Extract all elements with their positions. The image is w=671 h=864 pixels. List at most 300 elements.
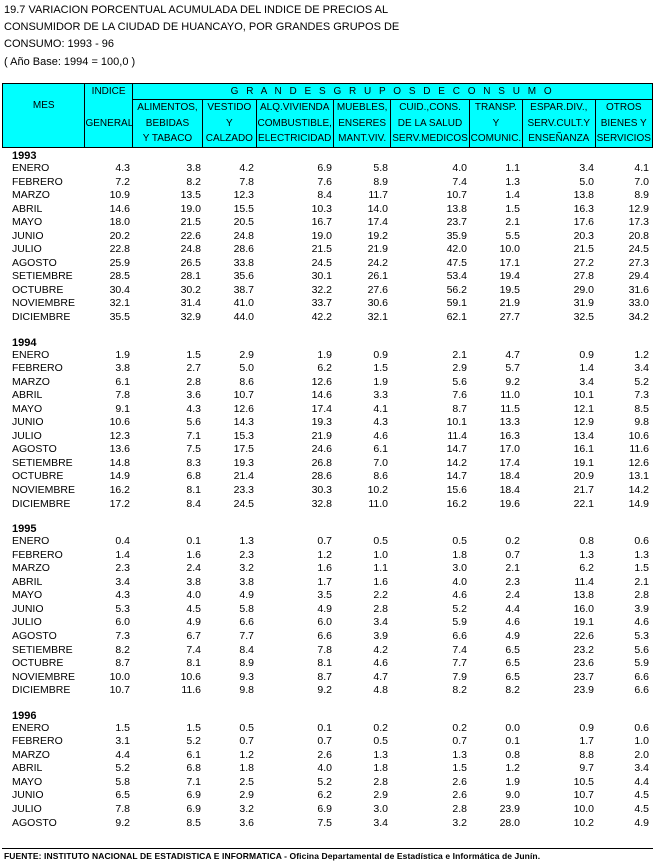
header-col-muebles — [333, 100, 390, 148]
value-cell: 3.9 — [373, 629, 388, 642]
year-spacer — [2, 698, 653, 710]
value-cell: 1.3 — [239, 535, 254, 548]
month-cell: ABRIL — [12, 202, 43, 215]
value-cell: 8.9 — [634, 189, 649, 202]
title-line-3: CONSUMO: 1993 - 96 — [4, 38, 115, 51]
value-cell: 1.3 — [579, 548, 594, 561]
value-cell: 13.8 — [573, 589, 594, 602]
header-col-salud-l3: SERV.MEDICOS — [392, 133, 468, 144]
value-cell: 1.1 — [373, 562, 388, 575]
header-col-muebles-l3: MANT.VIV. — [338, 133, 387, 144]
value-cell: 1.5 — [186, 721, 201, 734]
value-cell: 21.7 — [573, 484, 594, 497]
value-cell: 11.0 — [368, 497, 388, 510]
value-cell: 21.9 — [499, 297, 520, 310]
header-col-vestido-l1: VESTIDO — [207, 102, 252, 113]
value-cell: 27.3 — [628, 256, 649, 269]
value-cell: 28.6 — [233, 243, 254, 256]
footer-divider — [2, 848, 653, 849]
value-cell: 4.0 — [186, 589, 201, 602]
month-cell: ABRIL — [12, 389, 43, 402]
value-cell: 24.5 — [233, 497, 254, 510]
value-cell: 8.1 — [186, 484, 201, 497]
value-cell: 10.7 — [233, 389, 254, 402]
value-cell: 4.9 — [505, 629, 520, 642]
value-cell: 8.2 — [452, 684, 467, 697]
table-row — [2, 176, 653, 190]
value-cell: 8.9 — [239, 657, 254, 670]
value-cell: 4.2 — [239, 162, 254, 174]
value-cell: 8.1 — [317, 657, 332, 670]
table-row — [2, 776, 653, 790]
month-cell: ENERO — [12, 348, 50, 361]
header-col-alquiler — [256, 100, 333, 148]
value-cell: 12.9 — [628, 202, 649, 215]
value-cell: 3.4 — [634, 362, 649, 375]
table-row — [2, 657, 653, 671]
value-cell: 3.9 — [634, 602, 649, 615]
value-cell: 30.1 — [311, 270, 332, 283]
value-cell: 6.0 — [115, 616, 130, 629]
value-cell: 0.7 — [239, 735, 254, 748]
table-row — [2, 535, 653, 549]
value-cell: 26.8 — [311, 456, 332, 469]
value-cell: 17.0 — [499, 443, 520, 456]
value-cell: 6.5 — [115, 789, 130, 802]
table-row — [2, 749, 653, 763]
value-cell: 27.8 — [573, 270, 594, 283]
value-cell: 16.3 — [573, 202, 594, 215]
header-col-esparcimiento-l2: SERV.CULT.Y — [527, 117, 591, 129]
table-header — [2, 83, 653, 148]
month-cell: MAYO — [12, 402, 43, 415]
value-cell: 12.9 — [573, 416, 594, 429]
value-cell: 5.3 — [634, 629, 649, 642]
value-cell: 5.2 — [317, 775, 332, 788]
value-cell: 4.6 — [373, 657, 388, 670]
table-row — [2, 230, 653, 244]
value-cell: 11.0 — [500, 389, 520, 402]
value-cell: 16.2 — [446, 497, 467, 510]
value-cell: 9.8 — [634, 416, 649, 429]
value-cell: 24.8 — [180, 243, 201, 256]
value-cell: 14.2 — [628, 484, 649, 497]
value-cell: 41.0 — [233, 297, 254, 310]
value-cell: 0.9 — [579, 348, 594, 361]
value-cell: 62.1 — [446, 311, 467, 324]
value-cell: 8.2 — [115, 643, 130, 656]
value-cell: 25.9 — [109, 256, 130, 269]
value-cell: 6.5 — [505, 643, 520, 656]
value-cell: 3.2 — [452, 816, 467, 829]
value-cell: 7.5 — [186, 443, 201, 456]
value-cell: 1.4 — [579, 362, 594, 375]
value-cell: 35.5 — [109, 311, 130, 324]
header-indice: INDICE — [91, 86, 126, 97]
value-cell: 5.9 — [634, 657, 649, 670]
value-cell: 6.8 — [186, 470, 201, 483]
value-cell: 0.2 — [505, 535, 520, 548]
value-cell: 9.3 — [239, 670, 254, 683]
value-cell: 2.1 — [505, 216, 520, 229]
value-cell: 24.8 — [233, 229, 254, 242]
value-cell: 17.4 — [311, 402, 332, 415]
month-cell: NOVIEMBRE — [12, 297, 76, 310]
table-row — [2, 416, 653, 430]
value-cell: 20.5 — [233, 216, 254, 229]
month-cell: ABRIL — [12, 762, 43, 775]
value-cell: 8.2 — [505, 684, 520, 697]
table-row — [2, 684, 653, 698]
value-cell: 10.0 — [573, 802, 594, 815]
value-cell: 27.6 — [367, 283, 388, 296]
value-cell: 3.8 — [186, 575, 201, 588]
month-cell: JUNIO — [12, 229, 44, 242]
value-cell: 18.4 — [499, 484, 520, 497]
value-cell: 8.4 — [239, 643, 254, 656]
value-cell: 7.8 — [317, 643, 332, 656]
value-cell: 20.8 — [628, 229, 649, 242]
table-row — [2, 457, 653, 471]
header-col-vestido-l3: CALZADO — [205, 133, 253, 144]
value-cell: 24.5 — [628, 243, 649, 256]
table-row — [2, 762, 653, 776]
value-cell: 5.8 — [239, 602, 254, 615]
value-cell: 23.2 — [573, 643, 594, 656]
value-cell: 5.7 — [505, 362, 520, 375]
value-cell: 1.2 — [505, 762, 520, 775]
value-cell: 21.9 — [311, 429, 332, 442]
value-cell: 22.6 — [573, 629, 594, 642]
value-cell: 1.3 — [373, 748, 388, 761]
value-cell: 0.8 — [579, 535, 594, 548]
value-cell: 7.6 — [317, 175, 332, 188]
value-cell: 4.5 — [634, 789, 649, 802]
header-col-alimentos-l3: Y TABACO — [142, 133, 193, 144]
header-col-muebles-l1: MUEBLES, — [336, 102, 388, 113]
month-cell: DICIEMBRE — [12, 497, 71, 510]
value-cell: 2.6 — [317, 748, 332, 761]
title-line-1: 19.7 VARIACION PORCENTUAL ACUMULADA DEL INDICE DE PRECIOS AL — [4, 4, 389, 16]
header-col-salud-l2: DE LA SALUD — [397, 117, 463, 129]
month-cell: AGOSTO — [12, 629, 57, 642]
value-cell: 1.3 — [634, 548, 649, 561]
value-cell: 7.4 — [186, 643, 201, 656]
table-body — [2, 150, 653, 830]
value-cell: 1.6 — [317, 562, 332, 575]
value-cell: 22.6 — [180, 229, 201, 242]
value-cell: 9.1 — [115, 402, 130, 415]
value-cell: 6.1 — [186, 748, 201, 761]
value-cell: 56.2 — [446, 283, 467, 296]
value-cell: 6.9 — [317, 162, 332, 174]
value-cell: 44.0 — [233, 311, 254, 324]
month-cell: ENERO — [12, 535, 50, 548]
value-cell: 24.5 — [311, 256, 332, 269]
table-title — [4, 2, 399, 71]
value-cell: 5.2 — [115, 762, 130, 775]
value-cell: 7.0 — [634, 175, 649, 188]
value-cell: 34.2 — [628, 311, 649, 324]
value-cell: 6.6 — [634, 684, 649, 697]
table-row — [2, 484, 653, 498]
month-cell: SETIEMBRE — [12, 456, 73, 469]
value-cell: 1.7 — [579, 735, 594, 748]
value-cell: 35.9 — [446, 229, 467, 242]
month-cell: SETIEMBRE — [12, 270, 73, 283]
value-cell: 14.8 — [109, 456, 130, 469]
value-cell: 11.4 — [574, 575, 594, 588]
value-cell: 15.3 — [233, 429, 254, 442]
value-cell: 12.6 — [628, 456, 649, 469]
value-cell: 2.9 — [452, 362, 467, 375]
value-cell: 1.5 — [452, 762, 467, 775]
value-cell: 4.5 — [186, 602, 201, 615]
value-cell: 10.7 — [446, 189, 467, 202]
value-cell: 3.2 — [239, 802, 254, 815]
table-row — [2, 270, 653, 284]
table-row — [2, 349, 653, 363]
value-cell: 10.0 — [109, 670, 130, 683]
value-cell: 8.7 — [452, 402, 467, 415]
value-cell: 0.7 — [317, 535, 332, 548]
value-cell: 13.1 — [628, 470, 649, 483]
value-cell: 8.5 — [634, 402, 649, 415]
month-cell: MARZO — [12, 189, 50, 202]
value-cell: 3.1 — [115, 735, 130, 748]
header-col-salud — [391, 100, 469, 148]
value-cell: 3.0 — [452, 562, 467, 575]
header-col-salud-l1: CUID.,CONS. — [399, 102, 461, 113]
value-cell: 4.2 — [373, 643, 388, 656]
value-cell: 3.4 — [373, 616, 388, 629]
value-cell: 24.6 — [311, 443, 332, 456]
value-cell: 5.9 — [452, 616, 467, 629]
value-cell: 6.6 — [239, 616, 254, 629]
table-row — [2, 616, 653, 630]
value-cell: 26.5 — [180, 256, 201, 269]
value-cell: 20.2 — [109, 229, 130, 242]
month-cell: ENERO — [12, 162, 50, 174]
value-cell: 19.1 — [573, 456, 594, 469]
value-cell: 19.2 — [367, 229, 388, 242]
source-note: FUENTE: INSTITUTO NACIONAL DE ESTADISTICA E INFORMATICA - Oficina Departamental de Estadística e Informática de Junín. — [4, 851, 541, 861]
value-cell: 1.9 — [373, 375, 388, 388]
value-cell: 9.8 — [239, 684, 254, 697]
value-cell: 17.2 — [109, 497, 130, 510]
value-cell: 19.3 — [233, 456, 254, 469]
month-cell: JUNIO — [12, 789, 44, 802]
value-cell: 28.0 — [499, 816, 520, 829]
header-group-title: G R A N D E S G R U P O S D E C O N S U M O — [132, 84, 652, 100]
value-cell: 10.3 — [311, 202, 332, 215]
table-row — [2, 243, 653, 257]
value-cell: 4.4 — [115, 748, 130, 761]
table-row — [2, 216, 653, 230]
header-col-alimentos — [132, 100, 202, 148]
value-cell: 4.9 — [634, 816, 649, 829]
value-cell: 14.9 — [628, 497, 649, 510]
value-cell: 6.2 — [317, 789, 332, 802]
table-row — [2, 722, 653, 736]
month-cell: MAYO — [12, 589, 43, 602]
value-cell: 7.4 — [452, 175, 467, 188]
month-cell: SETIEMBRE — [12, 643, 73, 656]
value-cell: 6.1 — [115, 375, 130, 388]
table-row — [2, 162, 653, 176]
value-cell: 47.5 — [446, 256, 467, 269]
value-cell: 10.6 — [109, 416, 130, 429]
table-row — [2, 644, 653, 658]
table-row — [2, 257, 653, 271]
value-cell: 4.4 — [634, 775, 649, 788]
value-cell: 12.3 — [233, 189, 254, 202]
table-row — [2, 671, 653, 685]
value-cell: 10.0 — [499, 243, 520, 256]
month-cell: FEBRERO — [12, 175, 63, 188]
value-cell: 42.0 — [446, 243, 467, 256]
value-cell: 8.1 — [186, 657, 201, 670]
value-cell: 0.7 — [317, 735, 332, 748]
table-row — [2, 603, 653, 617]
value-cell: 4.9 — [317, 602, 332, 615]
value-cell: 10.2 — [573, 816, 594, 829]
value-cell: 2.5 — [239, 775, 254, 788]
value-cell: 33.8 — [233, 256, 254, 269]
value-cell: 30.4 — [109, 283, 130, 296]
value-cell: 4.6 — [452, 589, 467, 602]
header-col-transporte — [469, 100, 522, 148]
value-cell: 2.2 — [373, 589, 388, 602]
value-cell: 8.4 — [317, 189, 332, 202]
value-cell: 21.4 — [233, 470, 254, 483]
value-cell: 3.8 — [239, 575, 254, 588]
month-cell: DICIEMBRE — [12, 311, 71, 324]
value-cell: 1.4 — [505, 189, 520, 202]
value-cell: 6.5 — [505, 657, 520, 670]
value-cell: 0.8 — [505, 748, 520, 761]
value-cell: 7.1 — [186, 429, 201, 442]
value-cell: 0.1 — [505, 735, 520, 748]
value-cell: 11.6 — [181, 684, 201, 697]
table-row — [2, 403, 653, 417]
value-cell: 0.1 — [317, 721, 332, 734]
title-line-4: ( Año Base: 1994 = 100,0 ) — [4, 55, 136, 68]
month-cell: JULIO — [12, 429, 42, 442]
value-cell: 5.6 — [186, 416, 201, 429]
value-cell: 23.7 — [573, 670, 594, 683]
value-cell: 2.9 — [239, 789, 254, 802]
value-cell: 1.5 — [505, 202, 520, 215]
value-cell: 2.3 — [239, 548, 254, 561]
value-cell: 10.7 — [573, 789, 594, 802]
value-cell: 1.0 — [373, 548, 388, 561]
month-cell: JUNIO — [12, 416, 44, 429]
value-cell: 5.2 — [186, 735, 201, 748]
value-cell: 2.8 — [186, 375, 201, 388]
value-cell: 29.0 — [573, 283, 594, 296]
month-cell: OCTUBRE — [12, 283, 64, 296]
value-cell: 14.9 — [109, 470, 130, 483]
value-cell: 59.1 — [446, 297, 467, 310]
table-row — [2, 549, 653, 563]
value-cell: 26.1 — [367, 270, 388, 283]
value-cell: 42.2 — [311, 311, 332, 324]
table-row — [2, 297, 653, 311]
value-cell: 0.2 — [452, 721, 467, 734]
value-cell: 1.5 — [115, 721, 130, 734]
value-cell: 4.3 — [115, 589, 130, 602]
value-cell: 5.8 — [115, 775, 130, 788]
value-cell: 1.9 — [505, 775, 520, 788]
year-label: 1995 — [12, 523, 37, 536]
month-cell: AGOSTO — [12, 816, 57, 829]
value-cell: 2.3 — [115, 562, 130, 575]
value-cell: 8.3 — [186, 456, 201, 469]
value-cell: 4.8 — [373, 684, 388, 697]
value-cell: 14.6 — [109, 202, 130, 215]
value-cell: 35.6 — [233, 270, 254, 283]
value-cell: 7.8 — [115, 389, 130, 402]
value-cell: 0.6 — [634, 721, 649, 734]
value-cell: 8.4 — [186, 497, 201, 510]
value-cell: 0.9 — [579, 721, 594, 734]
value-cell: 4.3 — [373, 416, 388, 429]
value-cell: 5.5 — [505, 229, 520, 242]
value-cell: 0.1 — [186, 535, 201, 548]
month-cell: ABRIL — [12, 575, 43, 588]
value-cell: 19.1 — [573, 616, 594, 629]
value-cell: 28.6 — [311, 470, 332, 483]
value-cell: 19.4 — [499, 270, 520, 283]
value-cell: 10.6 — [628, 429, 649, 442]
value-cell: 10.6 — [180, 670, 201, 683]
month-cell: OCTUBRE — [12, 470, 64, 483]
value-cell: 3.6 — [186, 389, 201, 402]
table-row — [2, 576, 653, 590]
header-col-alquiler-l2: COMBUSTIBLE, — [257, 117, 332, 129]
value-cell: 15.5 — [233, 202, 254, 215]
value-cell: 13.5 — [180, 189, 201, 202]
value-cell: 5.0 — [579, 175, 594, 188]
value-cell: 17.4 — [367, 216, 388, 229]
value-cell: 1.8 — [373, 762, 388, 775]
value-cell: 1.6 — [186, 548, 201, 561]
value-cell: 17.6 — [573, 216, 594, 229]
value-cell: 6.2 — [317, 362, 332, 375]
value-cell: 33.7 — [311, 297, 332, 310]
value-cell: 8.8 — [579, 748, 594, 761]
header-col-alimentos-l2: BEBIDAS — [145, 117, 190, 129]
value-cell: 13.8 — [573, 189, 594, 202]
year-spacer — [2, 511, 653, 523]
value-cell: 3.8 — [115, 362, 130, 375]
header-indice-general — [85, 84, 132, 148]
value-cell: 8.7 — [115, 657, 130, 670]
table-row — [2, 362, 653, 376]
month-cell: MARZO — [12, 562, 50, 575]
value-cell: 23.3 — [233, 484, 254, 497]
month-cell: AGOSTO — [12, 443, 57, 456]
value-cell: 5.3 — [115, 602, 130, 615]
value-cell: 2.8 — [373, 775, 388, 788]
value-cell: 0.7 — [505, 548, 520, 561]
value-cell: 0.5 — [452, 535, 467, 548]
header-mes: MES — [3, 84, 85, 148]
month-cell: AGOSTO — [12, 256, 57, 269]
month-cell: FEBRERO — [12, 735, 63, 748]
value-cell: 13.3 — [499, 416, 520, 429]
